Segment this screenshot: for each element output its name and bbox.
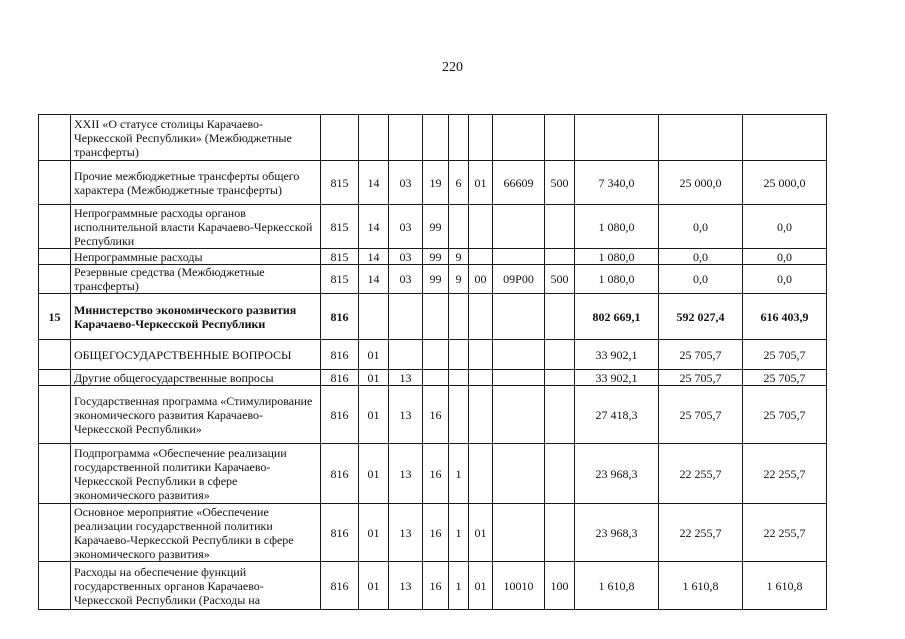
subsection-code: 13 (389, 444, 423, 504)
program-code (423, 340, 449, 370)
section-code (359, 115, 389, 161)
event-code (469, 249, 493, 265)
subprogram-code (449, 205, 469, 249)
amount-year1: 23 968,3 (575, 444, 659, 504)
program-code (423, 294, 449, 340)
section-code: 14 (359, 205, 389, 249)
expense-type-code (545, 205, 575, 249)
amount-year1: 33 902,1 (575, 340, 659, 370)
amount-year1: 1 080,0 (575, 249, 659, 265)
program-code: 99 (423, 249, 449, 265)
expense-type-code: 100 (545, 562, 575, 610)
amount-year1: 23 968,3 (575, 504, 659, 562)
row-number (39, 386, 71, 444)
event-code (469, 370, 493, 386)
row-name: Основное мероприятие «Обеспечение реализации государственной политики Карачаево-Черкесской Республики в сфере экономического развития» (71, 504, 321, 562)
direction-code (493, 249, 545, 265)
amount-year3: 0,0 (743, 265, 827, 294)
program-code: 99 (423, 265, 449, 294)
amount-year2: 0,0 (659, 205, 743, 249)
subsection-code: 03 (389, 205, 423, 249)
subprogram-code: 9 (449, 265, 469, 294)
expense-type-code (545, 249, 575, 265)
program-code (423, 370, 449, 386)
program-code (423, 115, 449, 161)
amount-year2: 1 610,8 (659, 562, 743, 610)
direction-code (493, 340, 545, 370)
table-row (39, 444, 827, 504)
row-number: 15 (39, 294, 71, 340)
subsection-code: 13 (389, 370, 423, 386)
row-name: Непрограммные расходы (71, 249, 321, 265)
direction-code (493, 444, 545, 504)
event-code: 01 (469, 562, 493, 610)
row-name: Подпрограмма «Обеспечение реализации государственной политики Карачаево-Черкесской Республики в сфере экономического развития» (71, 444, 321, 504)
program-code: 16 (423, 504, 449, 562)
amount-year3: 616 403,9 (743, 294, 827, 340)
ministry-code: 816 (321, 562, 359, 610)
event-code: 01 (469, 504, 493, 562)
amount-year1: 1 610,8 (575, 562, 659, 610)
amount-year3: 0,0 (743, 205, 827, 249)
ministry-code (321, 115, 359, 161)
event-code (469, 340, 493, 370)
amount-year1: 1 080,0 (575, 205, 659, 249)
amount-year1: 33 902,1 (575, 370, 659, 386)
subsection-code: 13 (389, 386, 423, 444)
event-code (469, 294, 493, 340)
expense-type-code (545, 370, 575, 386)
amount-year3: 25 000,0 (743, 161, 827, 205)
row-number (39, 265, 71, 294)
row-name: Расходы на обеспечение функций государственных органов Карачаево-Черкесской Республики (Расходы на (71, 562, 321, 610)
expense-type-code (545, 504, 575, 562)
event-code (469, 205, 493, 249)
amount-year3: 25 705,7 (743, 370, 827, 386)
direction-code: 66609 (493, 161, 545, 205)
table-row (39, 115, 827, 161)
subsection-code: 03 (389, 249, 423, 265)
expense-type-code: 500 (545, 265, 575, 294)
subprogram-code (449, 340, 469, 370)
direction-code (493, 115, 545, 161)
table-row (39, 161, 827, 205)
table-row (39, 205, 827, 249)
row-number (39, 504, 71, 562)
expense-type-code: 500 (545, 161, 575, 205)
subprogram-code: 1 (449, 504, 469, 562)
amount-year2: 25 705,7 (659, 386, 743, 444)
budget-table (38, 114, 827, 610)
table-row (39, 504, 827, 562)
subsection-code (389, 294, 423, 340)
event-code (469, 444, 493, 504)
amount-year3: 25 705,7 (743, 340, 827, 370)
table-row (39, 386, 827, 444)
section-code: 01 (359, 370, 389, 386)
program-code: 16 (423, 444, 449, 504)
row-number (39, 370, 71, 386)
amount-year1: 27 418,3 (575, 386, 659, 444)
amount-year1 (575, 115, 659, 161)
row-name: Непрограммные расходы органов исполнительной власти Карачаево-Черкесской Республики (71, 205, 321, 249)
subsection-code: 13 (389, 562, 423, 610)
ministry-code: 815 (321, 161, 359, 205)
expense-type-code (545, 340, 575, 370)
amount-year2: 25 705,7 (659, 370, 743, 386)
table-row (39, 265, 827, 294)
event-code (469, 115, 493, 161)
section-code: 01 (359, 444, 389, 504)
amount-year3: 22 255,7 (743, 504, 827, 562)
row-name: Государственная программа «Стимулирование экономического развития Карачаево-Черкесской Республики» (71, 386, 321, 444)
subsection-code (389, 340, 423, 370)
event-code: 00 (469, 265, 493, 294)
section-code (359, 294, 389, 340)
direction-code: 09Р00 (493, 265, 545, 294)
program-code: 19 (423, 161, 449, 205)
subprogram-code (449, 386, 469, 444)
section-code: 14 (359, 161, 389, 205)
row-number (39, 562, 71, 610)
amount-year2: 0,0 (659, 249, 743, 265)
direction-code (493, 205, 545, 249)
section-code: 01 (359, 340, 389, 370)
table-row (39, 370, 827, 386)
event-code (469, 386, 493, 444)
row-name: ОБЩЕГОСУДАРСТВЕННЫЕ ВОПРОСЫ (71, 340, 321, 370)
ministry-code: 815 (321, 205, 359, 249)
amount-year2: 22 255,7 (659, 504, 743, 562)
amount-year2 (659, 115, 743, 161)
row-name: Другие общегосударственные вопросы (71, 370, 321, 386)
subprogram-code: 9 (449, 249, 469, 265)
amount-year1: 802 669,1 (575, 294, 659, 340)
ministry-code: 815 (321, 249, 359, 265)
row-name: Прочие межбюджетные трансферты общего характера (Межбюджетные трансферты) (71, 161, 321, 205)
amount-year3: 1 610,8 (743, 562, 827, 610)
row-number (39, 249, 71, 265)
subprogram-code (449, 115, 469, 161)
amount-year3: 25 705,7 (743, 386, 827, 444)
direction-code (493, 386, 545, 444)
subprogram-code: 1 (449, 562, 469, 610)
ministry-code: 816 (321, 370, 359, 386)
program-code: 16 (423, 386, 449, 444)
amount-year1: 7 340,0 (575, 161, 659, 205)
subsection-code: 03 (389, 161, 423, 205)
direction-code: 10010 (493, 562, 545, 610)
amount-year2: 22 255,7 (659, 444, 743, 504)
ministry-code: 816 (321, 386, 359, 444)
ministry-code: 816 (321, 294, 359, 340)
section-code: 01 (359, 562, 389, 610)
amount-year1: 1 080,0 (575, 265, 659, 294)
section-code: 14 (359, 249, 389, 265)
section-code: 01 (359, 504, 389, 562)
amount-year2: 592 027,4 (659, 294, 743, 340)
amount-year2: 25 705,7 (659, 340, 743, 370)
row-name: Резервные средства (Межбюджетные трансферты) (71, 265, 321, 294)
row-number (39, 340, 71, 370)
amount-year3 (743, 115, 827, 161)
amount-year3: 22 255,7 (743, 444, 827, 504)
expense-type-code (545, 294, 575, 340)
section-code: 14 (359, 265, 389, 294)
ministry-code: 815 (321, 265, 359, 294)
table-row (39, 249, 827, 265)
direction-code (493, 504, 545, 562)
amount-year2: 0,0 (659, 265, 743, 294)
expense-type-code (545, 115, 575, 161)
subsection-code: 03 (389, 265, 423, 294)
page-number: 220 (442, 60, 463, 75)
subprogram-code: 6 (449, 161, 469, 205)
row-name: XXII «О статусе столицы Карачаево-Черкесской Республики» (Межбюджетные трансферты) (71, 115, 321, 161)
program-code: 99 (423, 205, 449, 249)
row-number (39, 115, 71, 161)
ministry-code: 816 (321, 444, 359, 504)
direction-code (493, 370, 545, 386)
section-code: 01 (359, 386, 389, 444)
table-row (39, 562, 827, 610)
table-row (39, 340, 827, 370)
amount-year3: 0,0 (743, 249, 827, 265)
amount-year2: 25 000,0 (659, 161, 743, 205)
program-code: 16 (423, 562, 449, 610)
expense-type-code (545, 386, 575, 444)
subsection-code: 13 (389, 504, 423, 562)
ministry-code: 816 (321, 340, 359, 370)
row-number (39, 161, 71, 205)
table-row (39, 294, 827, 340)
expense-type-code (545, 444, 575, 504)
ministry-code: 816 (321, 504, 359, 562)
row-number (39, 444, 71, 504)
subprogram-code (449, 370, 469, 386)
event-code: 01 (469, 161, 493, 205)
row-number (39, 205, 71, 249)
row-name: Министерство экономического развития Карачаево-Черкесской Республики (71, 294, 321, 340)
subprogram-code: 1 (449, 444, 469, 504)
direction-code (493, 294, 545, 340)
subsection-code (389, 115, 423, 161)
subprogram-code (449, 294, 469, 340)
